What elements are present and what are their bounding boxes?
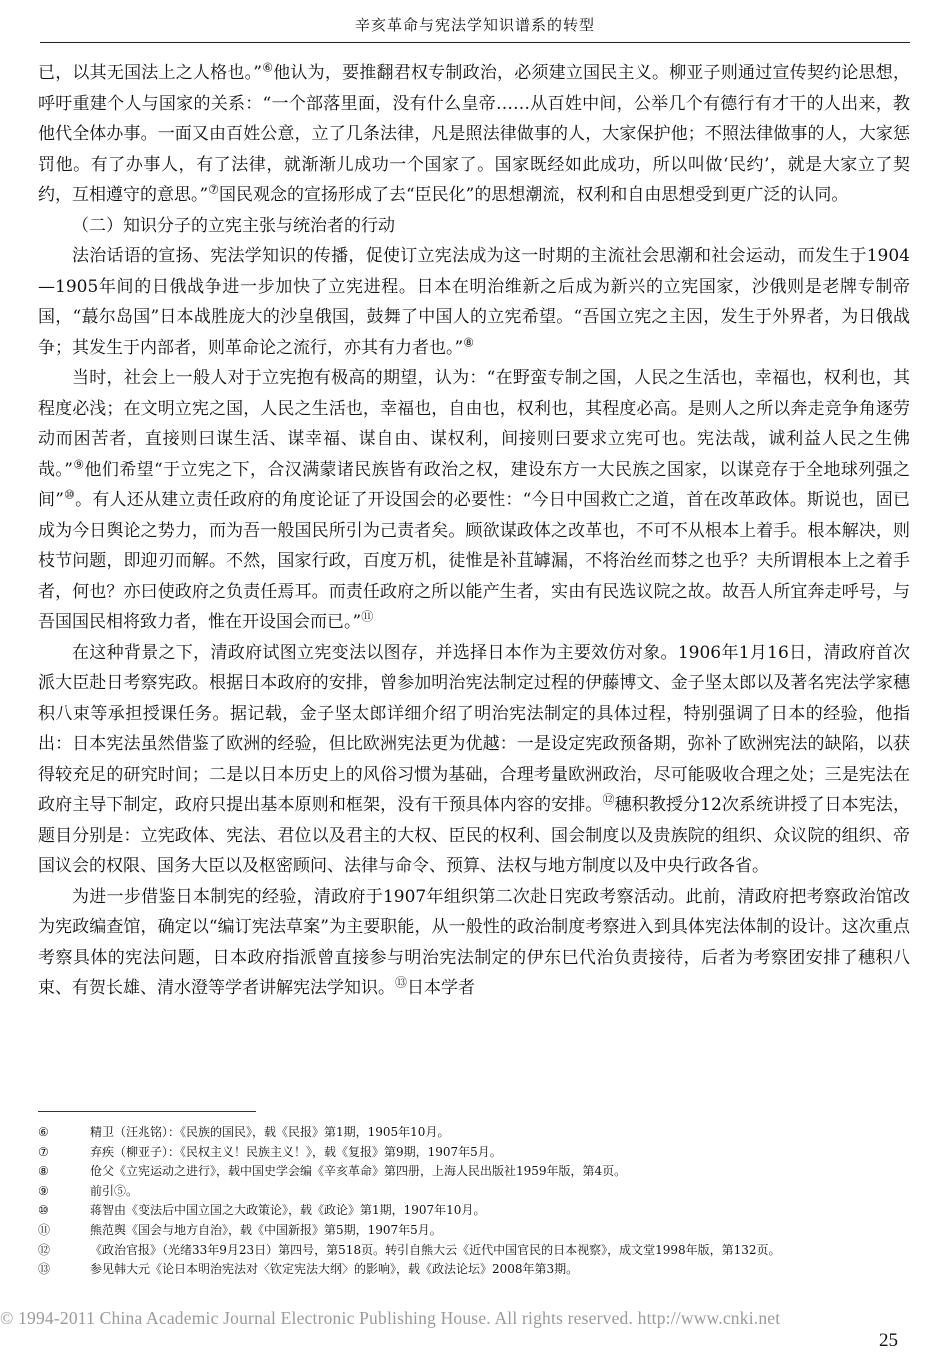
footnote-ref[interactable]: ⑨ [72, 456, 85, 471]
footnote [38, 1241, 910, 1261]
footnote-ref[interactable]: ⑥ [262, 60, 274, 75]
footnote-text: 前引⑤。 [90, 1183, 139, 1198]
page-number: 25 [879, 1330, 898, 1351]
footnote-text: 熊范舆《国会与地方自治》，载《中国新报》第5期，1907年5月。 [90, 1222, 442, 1237]
footnote-ref[interactable]: ⑬ [395, 975, 408, 990]
paragraph: 已，以其无国法上之人格也。”⑥他认为，要推翻君权专制政治，必须建立国民主义。柳亚子则通过宣传契约论思想，呼吁重建个人与国家的关系：“一个部落里面，没有什么皇帝……从百姓中间，公举几个有德行有才干的人出来，教他代全体办事。一面又由百姓公意，立了几条法律，凡是照法律做事的人，大家保护他；不照法律做事的人，大家惩罚他。有了办事人，有了法律，就渐渐儿成功一个国家了。国家既经如此成功，所以叫做‘民约’，就是大家立了契约，互相遵守的意思。”⑦国民观念的宣扬形成了去“臣民化”的思想潮流，权利和自由思想受到更广泛的认同。 [38, 60, 911, 205]
paragraph: 当时，社会上一般人对于立宪抱有极高的期望，认为：“在野蛮专制之国，人民之生活也，幸福也，权利也，其程度必浅；在文明立宪之国，人民之生活也，幸福也，自由也，权利也，其程度必高。是则人之所以奔走竞争角逐劳动而困苦者，直接则曰谋生活、谋幸福、谋自由、谋权利，间接则曰要求立宪可也。宪法哉，诚利益人民之生佛哉。”⑨他们希望“于立宪之下，合汉满蒙诸民族皆有政治之权，建设东方一大民族之国家，以谋竞存于全地球列强之间”⑩。有人还从建立责任政府的角度论证了开设国会的必要性：“今日中国救亡之道，首在改革政体。斯说也，固已成为今日舆论之势力，而为吾一般国民所引为己责者矣。顾欲谋政体之改革也，不可不从根本上着手。根本解决，则枝节问题，即迎刃而解。不然，国家行政，百度万机，徒惟是补苴罅漏，不将治丝而棼之也乎？夫所谓根本上之着手者，何也？亦曰使政府之负责任焉耳。而责任政府之所以能产生者，实由有民选议院之故。故吾人所宜奔走呼号，与吾国国民相将致力者，惟在开设国会而已。”⑪ [38, 368, 910, 632]
footnote [38, 1260, 910, 1280]
article-body [38, 58, 910, 1004]
footnote-number: ⑧ [38, 1164, 49, 1179]
footnote-number: ⑫ [38, 1242, 51, 1257]
footnote-number: ⑬ [38, 1262, 51, 1277]
running-header: 辛亥革命与宪法学知识谱系的转型 [354, 16, 595, 34]
footnote [38, 1143, 910, 1163]
footnote-ref[interactable]: ⑫ [602, 792, 615, 807]
header-divider [40, 42, 910, 43]
footnote [38, 1201, 910, 1221]
footnote [38, 1162, 910, 1182]
footnote [38, 1221, 910, 1241]
paragraph: 为进一步借鉴日本制宪的经验，清政府于1907年组织第二次赴日宪政考察活动。此前，清政府把考察政治馆改为宪政编查馆，确定以“编订宪法草案”为主要职能，从一般性的政治制度考察进入到具体宪法体制的设计。这次重点考察具体的宪法问题，日本政府指派曾直接参与明治宪法制定的伊东巳代治负责接待，后者为考察团安排了穗积八束、有贺长雄、清水澄等学者讲解宪法学知识。⑬日本学者 [38, 886, 910, 998]
section-subheading: （二）知识分子的立宪主张与统治者的行动 [72, 215, 395, 236]
footnote-text: 参见韩大元《论日本明治宪法对〈钦定宪法大纲〉的影响》，载《政法论坛》2008年第3期。 [90, 1262, 579, 1277]
footnote-ref[interactable]: ⑩ [63, 487, 76, 502]
footnote-text: 精卫（汪兆铭）：《民族的国民》，载《民报》第1期，1905年10月。 [90, 1125, 450, 1139]
footnote-text: 伧父《立宪运动之进行》，载中国史学会编《辛亥革命》第四册，上海人民出版社1959年版，第4页。 [90, 1164, 627, 1179]
footnote-text: 《政治官报》（光绪33年9月23日）第四号，第518页。转引自熊大云《近代中国官民的日本视察》，成文堂1998年版，第132页。 [90, 1242, 781, 1257]
footnote-number: ⑩ [38, 1203, 49, 1218]
footnote-ref[interactable]: ⑦ [208, 182, 219, 197]
footnote-ref[interactable]: ⑧ [463, 334, 474, 349]
paragraph: 在这种背景之下，清政府试图立宪变法以图存，并选择日本作为主要效仿对象。1906年1月16日，清政府首次派大臣赴日考察宪政。根据日本政府的安排，曾参加明治宪法制定过程的伊藤博文、金子坚太郎以及著名宪法学家穗积八束等承担授课任务。据记载，金子坚太郎详细介绍了明治宪法制定的具体过程，特别强调了日本的经验，他指出：日本宪法虽然借鉴了欧洲的经验，但比欧洲宪法更为优越：一是设定宪政预备期，弥补了欧洲宪法的缺陷，以获得较充足的研究时间；二是以日本历史上的风俗习惯为基础，合理考量欧洲政治，尽可能吸收合理之处；三是宪法在政府主导下制定，政府只提出基本原则和框架，没有干预具体内容的安排。⑫穗积教授分12次系统讲授了日本宪法，题目分别是：立宪政体、宪法、君位以及君主的大权、臣民的权利、国会制度以及贵族院的组织、众议院的组织、帝国议会的权限、国务大臣以及枢密顾问、法律与命令、预算、法权与地方制度以及中央行政各省。 [38, 642, 910, 876]
footnote-divider [38, 1111, 256, 1112]
footnote-number: ⑥ [38, 1125, 49, 1139]
footnote-number: ⑨ [38, 1183, 49, 1198]
footnote-number: ⑦ [38, 1144, 49, 1159]
footnote-text: 弃疾（柳亚子）：《民权主义！民族主义！》，载《复报》第9期，1907年5月。 [90, 1144, 502, 1159]
footnote-text: 蒋智由《变法后中国立国之大政策论》，载《政论》第1期，1907年10月。 [90, 1203, 486, 1218]
footnotes [38, 1123, 910, 1280]
footnote-number: ⑪ [38, 1222, 51, 1237]
footnote [38, 1182, 910, 1202]
paragraph: 法治话语的宣扬、宪法学知识的传播，促使订立宪法成为这一时期的主流社会思潮和社会运动，而发生于1904—1905年间的日俄战争进一步加快了立宪进程。日本在明治维新之后成为新兴的立宪国家，沙俄则是老牌专制帝国，“蕞尔岛国”日本战胜庞大的沙皇俄国，鼓舞了中国人的立宪希望。“吾国立宪之主因，发生于外界者，为日俄战争；其发生于内部者，则革命论之流行，亦其有力者也。”⑧ [38, 246, 910, 358]
footnote-ref[interactable]: ⑪ [361, 609, 374, 624]
copyright-watermark: © 1994-2011 China Academic Journal Electronic Publishing House. All rights reserved. http://www.cnki.net [0, 1308, 781, 1328]
footnote [38, 1123, 910, 1143]
